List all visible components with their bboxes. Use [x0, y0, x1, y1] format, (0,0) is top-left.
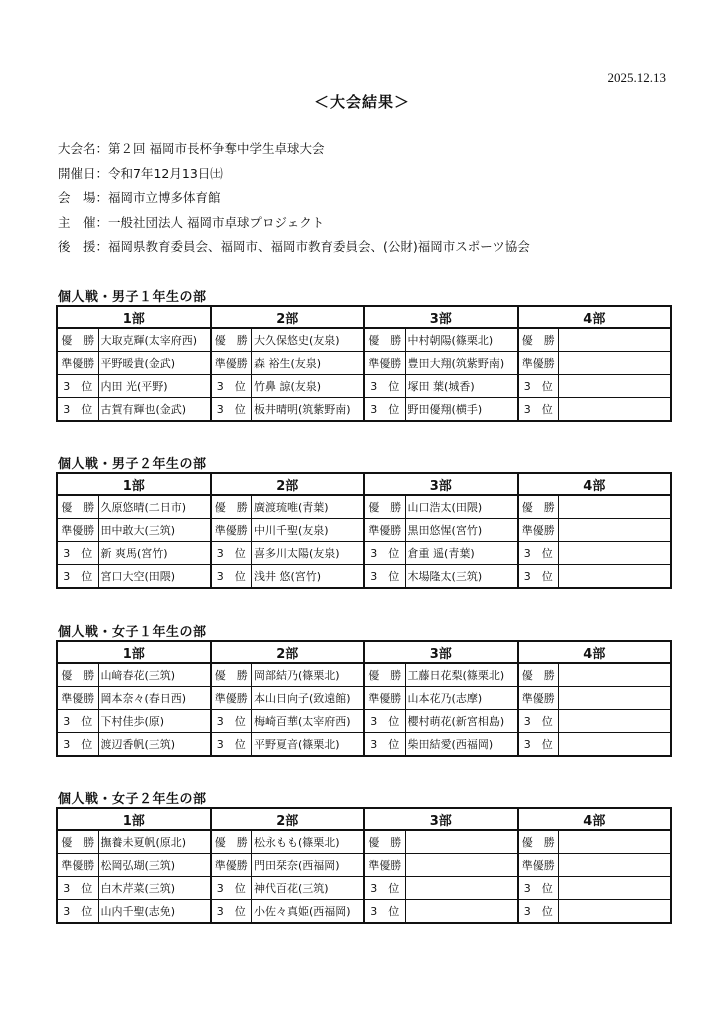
- player-name: 古賀有輝也(金武): [98, 398, 211, 422]
- player-name: 工藤日花梨(篠栗北): [405, 663, 518, 687]
- player-name: 久原悠晴(二日市): [98, 495, 211, 519]
- rank-label: 優 勝: [518, 328, 559, 352]
- table-row: [57, 830, 671, 854]
- player-name: 櫻村萌花(新宮相島): [405, 710, 518, 733]
- player-name: [559, 542, 672, 565]
- rank-label: 3 位: [518, 900, 559, 924]
- player-name: [559, 398, 672, 422]
- rank-label: 準優勝: [57, 519, 98, 542]
- division-header-row: [57, 641, 671, 663]
- rank-label: 3 位: [364, 900, 405, 924]
- player-name: [559, 565, 672, 589]
- division-header-row: [57, 808, 671, 830]
- player-name: 柴田結愛(西福岡): [405, 733, 518, 757]
- player-name: 板井晴明(筑紫野南): [252, 398, 365, 422]
- player-name: 廣渡琉唯(青葉): [252, 495, 365, 519]
- player-name: 大取克輝(太宰府西): [98, 328, 211, 352]
- table-row: [57, 687, 671, 710]
- rank-label: 3 位: [518, 710, 559, 733]
- player-name: 山内千聖(志免): [98, 900, 211, 924]
- rank-label: 準優勝: [57, 352, 98, 375]
- results-table-boys-1st-year: [56, 305, 672, 422]
- document-title: ＜大会結果＞: [313, 93, 410, 111]
- division-header: 3部: [364, 641, 518, 663]
- info-row-sponsor: [58, 238, 530, 263]
- division-header: 2部: [211, 808, 365, 830]
- rank-label: 3 位: [364, 733, 405, 757]
- division-header: 2部: [211, 473, 365, 495]
- player-name: 大久保悠史(友泉): [252, 328, 365, 352]
- player-name: [405, 854, 518, 877]
- player-name: 小佐々真姫(西福岡): [252, 900, 365, 924]
- table-row: [57, 398, 671, 422]
- player-name: [559, 375, 672, 398]
- rank-label: 3 位: [364, 877, 405, 900]
- division-header: 1部: [57, 473, 211, 495]
- table-row: [57, 854, 671, 877]
- rank-label: 優 勝: [57, 328, 98, 352]
- info-value: 福岡県教育委員会、福岡市、福岡市教育委員会、(公財)福岡市スポーツ協会: [108, 239, 530, 254]
- division-header: 4部: [518, 808, 672, 830]
- table-row: [57, 519, 671, 542]
- player-name: 松永もも(篠栗北): [252, 830, 365, 854]
- rank-label: 3 位: [57, 542, 98, 565]
- rank-label: 3 位: [211, 565, 252, 589]
- division-header-row: [57, 306, 671, 328]
- table-row: [57, 495, 671, 519]
- division-header: 3部: [364, 306, 518, 328]
- rank-label: 準優勝: [211, 687, 252, 710]
- info-value: 一般社団法人 福岡市卓球プロジェクト: [108, 214, 325, 230]
- rank-label: 準優勝: [364, 519, 405, 542]
- section-title-boys-1st-year: 個人戦・男子１年生の部: [58, 290, 207, 305]
- rank-label: 優 勝: [364, 495, 405, 519]
- info-row-organizer: [58, 214, 530, 239]
- player-name: 渡辺香帆(三筑): [98, 733, 211, 757]
- tournament-info: [58, 140, 530, 263]
- table-row: [57, 542, 671, 565]
- rank-label: 優 勝: [57, 495, 98, 519]
- info-row-date: [58, 165, 530, 190]
- player-name: 平野暖貴(金武): [98, 352, 211, 375]
- division-header: 2部: [211, 641, 365, 663]
- rank-label: 優 勝: [211, 663, 252, 687]
- info-label: 開催日：: [58, 165, 109, 181]
- info-row-name: [58, 140, 530, 165]
- rank-label: 3 位: [211, 398, 252, 422]
- rank-label: 3 位: [364, 710, 405, 733]
- info-row-venue: [58, 189, 530, 214]
- rank-label: 3 位: [57, 733, 98, 757]
- info-label: 大会名：: [58, 141, 109, 156]
- rank-label: 準優勝: [364, 854, 405, 877]
- rank-label: 準優勝: [211, 854, 252, 877]
- player-name: [559, 519, 672, 542]
- player-name: 白木芹菜(三筑): [98, 877, 211, 900]
- rank-label: 準優勝: [57, 854, 98, 877]
- rank-label: 優 勝: [518, 663, 559, 687]
- division-header: 3部: [364, 473, 518, 495]
- player-name: [559, 663, 672, 687]
- section-title-boys-2nd-year: 個人戦・男子２年生の部: [58, 457, 207, 472]
- player-name: 梅崎百華(太宰府西): [252, 710, 365, 733]
- rank-label: 3 位: [57, 900, 98, 924]
- rank-label: 3 位: [364, 542, 405, 565]
- rank-label: 3 位: [211, 375, 252, 398]
- player-name: 木場隆太(三筑): [405, 565, 518, 589]
- player-name: [405, 900, 518, 924]
- info-label: 後 援：: [58, 239, 109, 254]
- player-name: 神代百花(三筑): [252, 877, 365, 900]
- player-name: 塚田 葉(城香): [405, 375, 518, 398]
- player-name: 撫養未夏帆(原北): [98, 830, 211, 854]
- player-name: [405, 877, 518, 900]
- document-date: 2025.12.13: [607, 70, 666, 85]
- rank-label: 優 勝: [57, 830, 98, 854]
- division-header: 4部: [518, 641, 672, 663]
- rank-label: 優 勝: [211, 830, 252, 854]
- rank-label: 優 勝: [364, 830, 405, 854]
- player-name: [559, 328, 672, 352]
- player-name: [559, 352, 672, 375]
- player-name: [559, 733, 672, 757]
- rank-label: 準優勝: [211, 519, 252, 542]
- player-name: 山口浩太(田隈): [405, 495, 518, 519]
- division-header: 1部: [57, 808, 211, 830]
- player-name: 中村朝陽(篠栗北): [405, 328, 518, 352]
- rank-label: 優 勝: [211, 328, 252, 352]
- player-name: 中川千聖(友泉): [252, 519, 365, 542]
- info-label: 会 場：: [58, 190, 109, 205]
- rank-label: 準優勝: [518, 687, 559, 710]
- info-value: 福岡市立博多体育館: [108, 190, 221, 205]
- rank-label: 3 位: [211, 542, 252, 565]
- table-row: [57, 710, 671, 733]
- table-row: [57, 900, 671, 924]
- rank-label: 3 位: [57, 877, 98, 900]
- rank-label: 優 勝: [518, 495, 559, 519]
- division-header: 3部: [364, 808, 518, 830]
- section-title-girls-2nd-year: 個人戦・女子２年生の部: [58, 792, 207, 807]
- division-header: 1部: [57, 641, 211, 663]
- player-name: 黒田悠惺(宮竹): [405, 519, 518, 542]
- player-name: [559, 710, 672, 733]
- table-row: [57, 352, 671, 375]
- player-name: 田中敢大(三筑): [98, 519, 211, 542]
- rank-label: 優 勝: [211, 495, 252, 519]
- player-name: 松岡弘瑚(三筑): [98, 854, 211, 877]
- rank-label: 3 位: [211, 710, 252, 733]
- rank-label: 準優勝: [518, 352, 559, 375]
- table-row: [57, 877, 671, 900]
- player-name: 山﨑春花(三筑): [98, 663, 211, 687]
- rank-label: 準優勝: [518, 854, 559, 877]
- player-name: [559, 687, 672, 710]
- rank-label: 優 勝: [364, 328, 405, 352]
- player-name: 浅井 悠(宮竹): [252, 565, 365, 589]
- rank-label: 3 位: [518, 542, 559, 565]
- rank-label: 3 位: [518, 565, 559, 589]
- division-header: 4部: [518, 473, 672, 495]
- player-name: 新 爽馬(宮竹): [98, 542, 211, 565]
- section-title-girls-1st-year: 個人戦・女子１年生の部: [58, 625, 207, 640]
- player-name: 倉重 遥(青葉): [405, 542, 518, 565]
- player-name: 野田優翔(横手): [405, 398, 518, 422]
- player-name: 門田栞奈(西福岡): [252, 854, 365, 877]
- rank-label: 3 位: [364, 375, 405, 398]
- results-table-girls-1st-year: [56, 640, 672, 757]
- player-name: 岡本奈々(春日西): [98, 687, 211, 710]
- player-name: 豊田大翔(筑紫野南): [405, 352, 518, 375]
- info-value: 第２回 福岡市長杯争奪中学生卓球大会: [108, 141, 325, 156]
- rank-label: 3 位: [57, 375, 98, 398]
- rank-label: 3 位: [211, 900, 252, 924]
- player-name: [559, 854, 672, 877]
- rank-label: 3 位: [211, 877, 252, 900]
- rank-label: 3 位: [364, 565, 405, 589]
- player-name: 平野夏音(篠栗北): [252, 733, 365, 757]
- results-table-girls-2nd-year: [56, 807, 672, 924]
- player-name: 竹鼻 諒(友泉): [252, 375, 365, 398]
- rank-label: 3 位: [518, 877, 559, 900]
- rank-label: 3 位: [57, 710, 98, 733]
- player-name: [559, 830, 672, 854]
- player-name: 下村佳歩(原): [98, 710, 211, 733]
- table-row: [57, 375, 671, 398]
- division-header: 1部: [57, 306, 211, 328]
- info-label: 主 催：: [58, 214, 109, 230]
- rank-label: 3 位: [518, 398, 559, 422]
- rank-label: 3 位: [364, 398, 405, 422]
- table-row: [57, 663, 671, 687]
- player-name: 本山日向子(致遠館): [252, 687, 365, 710]
- rank-label: 準優勝: [57, 687, 98, 710]
- rank-label: 3 位: [211, 733, 252, 757]
- results-table-boys-2nd-year: [56, 472, 672, 589]
- rank-label: 優 勝: [57, 663, 98, 687]
- rank-label: 3 位: [518, 733, 559, 757]
- info-value: 令和7年12月13日㈯: [108, 165, 223, 181]
- division-header: 2部: [211, 306, 365, 328]
- player-name: 岡部結乃(篠栗北): [252, 663, 365, 687]
- rank-label: 準優勝: [364, 687, 405, 710]
- rank-label: 準優勝: [518, 519, 559, 542]
- rank-label: 準優勝: [211, 352, 252, 375]
- player-name: [559, 900, 672, 924]
- player-name: [559, 495, 672, 519]
- rank-label: 3 位: [57, 565, 98, 589]
- division-header: 4部: [518, 306, 672, 328]
- rank-label: 優 勝: [518, 830, 559, 854]
- table-row: [57, 733, 671, 757]
- table-row: [57, 565, 671, 589]
- rank-label: 3 位: [518, 375, 559, 398]
- rank-label: 優 勝: [364, 663, 405, 687]
- table-row: [57, 328, 671, 352]
- division-header-row: [57, 473, 671, 495]
- player-name: 内田 光(平野): [98, 375, 211, 398]
- player-name: [405, 830, 518, 854]
- player-name: 宮口大空(田隈): [98, 565, 211, 589]
- player-name: [559, 877, 672, 900]
- player-name: 山本花乃(志摩): [405, 687, 518, 710]
- rank-label: 準優勝: [364, 352, 405, 375]
- player-name: 森 裕生(友泉): [252, 352, 365, 375]
- player-name: 喜多川太陽(友泉): [252, 542, 365, 565]
- rank-label: 3 位: [57, 398, 98, 422]
